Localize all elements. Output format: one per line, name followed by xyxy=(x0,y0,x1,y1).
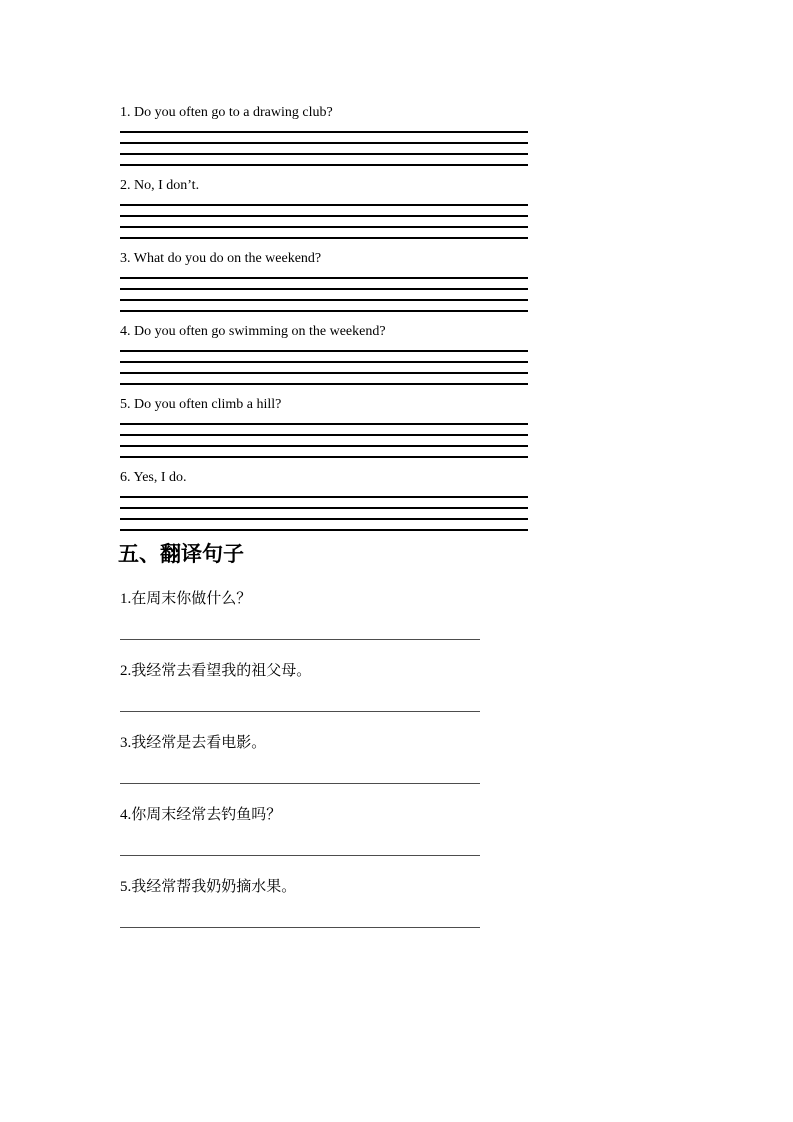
reading-item xyxy=(120,251,528,312)
reading-item xyxy=(120,105,528,166)
answer-line xyxy=(120,215,528,217)
answer-line xyxy=(120,507,528,509)
question-text: 4. Do you often go swimming on the weekend? xyxy=(120,324,386,339)
answer-line xyxy=(120,310,528,312)
answer-line xyxy=(120,445,528,447)
reading-item xyxy=(120,470,528,531)
answer-line xyxy=(120,496,528,498)
answer-line xyxy=(120,456,528,458)
translation-text: 2.我经常去看望我的祖父母。 xyxy=(120,663,312,679)
answer-line xyxy=(120,204,528,206)
translation-answer-line xyxy=(120,927,480,928)
question-text: 2. No, I don’t. xyxy=(120,178,200,193)
worksheet-content xyxy=(120,105,528,951)
answer-line xyxy=(120,529,528,531)
answer-line xyxy=(120,277,528,279)
answer-line xyxy=(120,423,528,425)
section-heading: 五、翻译句子 xyxy=(118,543,244,566)
answer-line xyxy=(120,142,528,144)
translation-answer-line xyxy=(120,639,480,640)
question-text: 6. Yes, I do. xyxy=(120,470,187,485)
answer-line xyxy=(120,237,528,239)
translation-text: 4.你周末经常去钓鱼吗？ xyxy=(120,807,282,823)
reading-item xyxy=(120,178,528,239)
translation-item xyxy=(120,807,528,856)
translation-item xyxy=(120,591,528,640)
answer-line xyxy=(120,361,528,363)
answer-line xyxy=(120,372,528,374)
answer-line xyxy=(120,131,528,133)
translation-text: 1.在周末你做什么？ xyxy=(120,591,252,607)
translation-text: 3.我经常是去看电影。 xyxy=(120,735,267,751)
answer-line xyxy=(120,383,528,385)
reading-item xyxy=(120,324,528,385)
answer-line xyxy=(120,153,528,155)
answer-line xyxy=(120,434,528,436)
translation-answer-line xyxy=(120,783,480,784)
translation-answer-line xyxy=(120,855,480,856)
question-text: 3. What do you do on the weekend? xyxy=(120,251,322,266)
translation-item xyxy=(120,735,528,784)
translation-item xyxy=(120,879,528,928)
answer-line xyxy=(120,288,528,290)
answer-line xyxy=(120,350,528,352)
translation-answer-line xyxy=(120,711,480,712)
question-text: 5. Do you often climb a hill? xyxy=(120,397,282,412)
answer-line xyxy=(120,518,528,520)
question-text: 1. Do you often go to a drawing club? xyxy=(120,105,333,120)
answer-line xyxy=(120,226,528,228)
answer-line xyxy=(120,164,528,166)
reading-item xyxy=(120,397,528,458)
answer-line xyxy=(120,299,528,301)
translation-text: 5.我经常帮我奶奶摘水果。 xyxy=(120,879,297,895)
translation-item xyxy=(120,663,528,712)
